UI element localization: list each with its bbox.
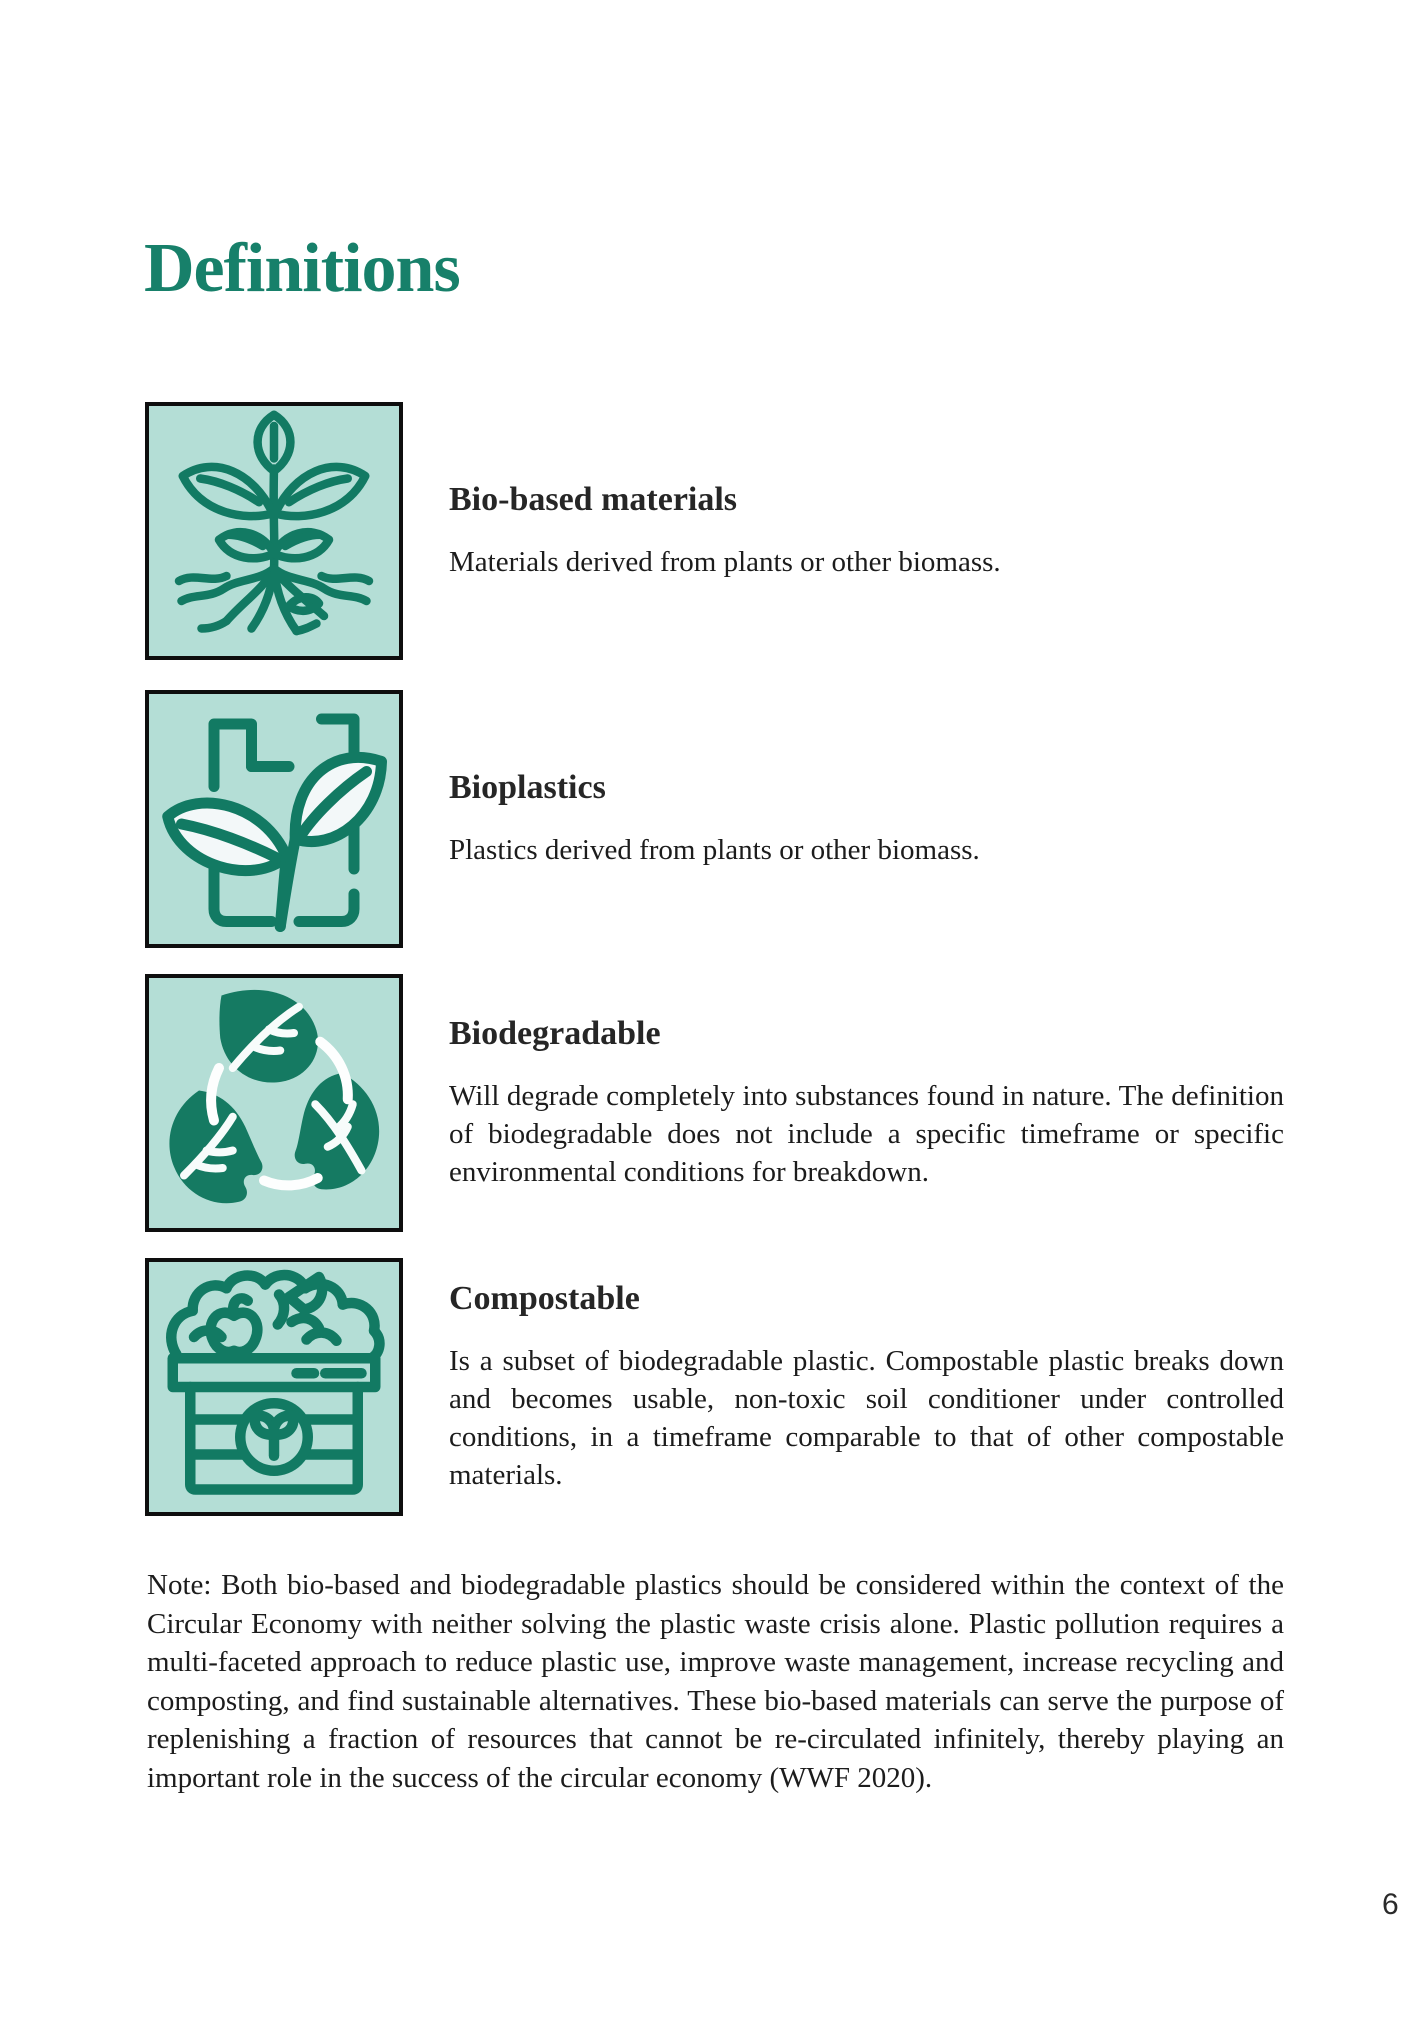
term-definition: Is a subset of biodegradable plastic. Compostable plastic breaks down and becomes usable, non-toxic soil conditioner under controlled conditions, in a timeframe comparable to that of other compostable materials.	[449, 1344, 1284, 1491]
icon-frame	[145, 974, 403, 1232]
term-heading: Compostable	[449, 1280, 640, 1318]
icon-frame	[145, 690, 403, 948]
plastic-bag-leaves-icon	[149, 694, 399, 944]
definition-row-compostable	[145, 1258, 1284, 1516]
seedling-roots-icon	[149, 406, 399, 656]
definition-text-block	[449, 481, 1284, 580]
icon-frame	[145, 402, 403, 660]
term-heading: Bioplastics	[449, 769, 606, 807]
term-definition: Plastics derived from plants or other biomass.	[449, 833, 980, 866]
page-number: 6	[1382, 1888, 1399, 1921]
compost-bin-icon	[149, 1262, 399, 1512]
term-definition: Will degrade completely into substances found in nature. The definition of biodegradable does not include a specific timeframe or specific environmental conditions for breakdown.	[449, 1079, 1284, 1188]
definition-text-block	[449, 769, 1284, 868]
definition-row-bio-based	[145, 402, 1284, 660]
leaf-recycle-cycle-icon	[149, 978, 399, 1228]
note-paragraph: Note: Both bio-based and biodegradable plastics should be considered within the context of the Circular Economy with neither solving the plastic waste crisis alone. Plastic pollution requires a multi-faceted approach to reduce plastic use, improve waste management, increase recycling and composting, and find sustainable alternatives. These bio-based materials can serve the purpose of replenishing a fraction of resources that cannot be re-circulated infinitely, thereby playing an important role in the success of the circular economy (WWF 2020).	[147, 1569, 1284, 1794]
term-definition: Materials derived from plants or other biomass.	[449, 545, 1001, 578]
icon-frame	[145, 1258, 403, 1516]
definition-row-biodegradable	[145, 974, 1284, 1232]
definition-text-block	[449, 1015, 1284, 1190]
definition-text-block	[449, 1280, 1284, 1493]
definition-row-bioplastics	[145, 690, 1284, 948]
term-heading: Bio-based materials	[449, 481, 738, 519]
page-title: Definitions	[144, 230, 460, 307]
term-heading: Biodegradable	[449, 1015, 661, 1053]
